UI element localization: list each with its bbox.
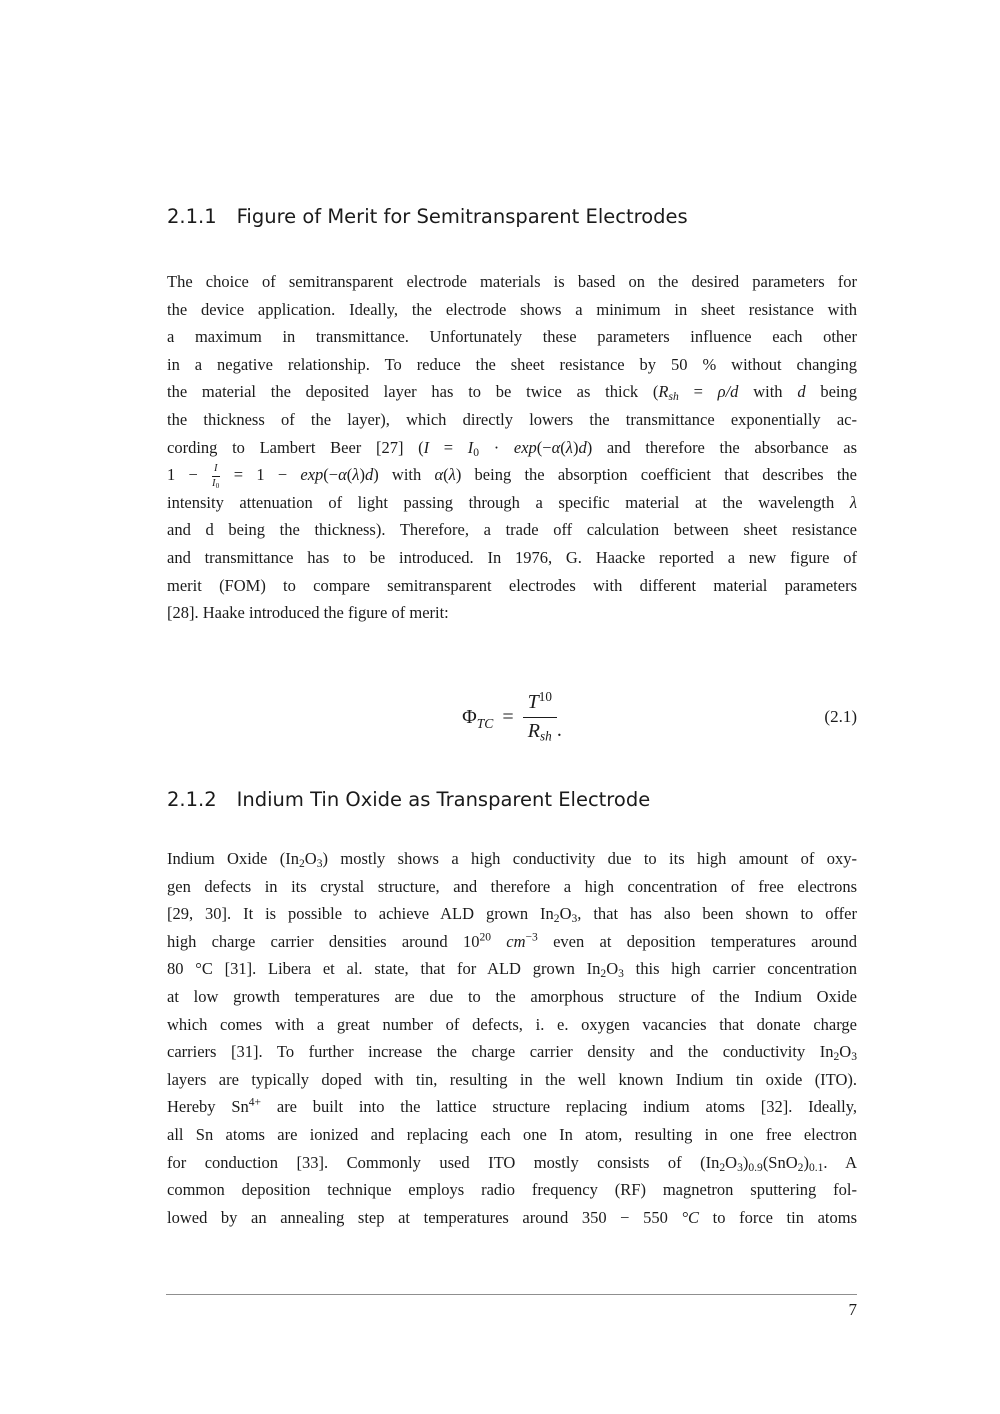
text-line: 80 °C [31]. Libera et al. state, that for ALD grown $In_2O_3$ this high carrier concentration bbox=[167, 959, 857, 981]
text-line: the thickness of the layer), which directly lowers the transmittance exponentially ac- bbox=[167, 409, 857, 429]
text-line: layers are typically doped with tin, resulting in the well known Indium tin oxide (ITO). bbox=[167, 1069, 857, 1089]
text-line: which comes with a great number of defects, i. e. oxygen vacancies that donate charge bbox=[167, 1014, 857, 1034]
text-line: common deposition technique employs radio frequency (RF) magnetron sputtering fol- bbox=[167, 1180, 857, 1200]
section-heading-2-1-1 bbox=[167, 205, 867, 228]
section-title: Figure of Merit for Semitransparent Electrodes bbox=[236, 205, 688, 228]
section-number: 2.1.2 bbox=[167, 788, 217, 811]
paragraph-figure-of-merit bbox=[167, 268, 857, 627]
text-line: in a negative relationship. To reduce the sheet resistance by 50 % without changing bbox=[167, 354, 857, 374]
equation-fraction bbox=[523, 688, 557, 744]
text-line: the device application. Ideally, the electrode shows a minimum in sheet resistance with bbox=[167, 299, 857, 319]
section-number: 2.1.1 bbox=[167, 205, 217, 228]
text-line: [28]. Haake introduced the figure of merit: bbox=[167, 603, 449, 623]
footer-rule bbox=[166, 1294, 857, 1295]
text-line: The choice of semitransparent electrode materials is based on the desired parameters for bbox=[167, 272, 857, 291]
phi-symbol: Φ bbox=[462, 705, 477, 728]
text-line: [29, 30]. It is possible to achieve ALD grown $In_2O_3$, that has also been shown to offer bbox=[167, 904, 857, 926]
phi-subscript: TC bbox=[476, 715, 494, 731]
equals-sign: = bbox=[502, 705, 514, 728]
section-title: Indium Tin Oxide as Transparent Electrode bbox=[236, 788, 651, 811]
page-number: 7 bbox=[848, 1300, 857, 1319]
equation-lhs bbox=[462, 706, 493, 729]
text-line: for conduction [33]. Commonly used ITO mostly consists of $(In_2O_3)_{0.9}(SnO_2)_{0.1}$. A bbox=[167, 1152, 857, 1174]
paragraph-indium-tin-oxide bbox=[167, 845, 857, 1231]
equation-2-1 bbox=[167, 684, 857, 750]
text-line: high charge carrier densities around $10^{20}$ $cm^{-3}$ even at deposition temperatures around bbox=[167, 931, 858, 951]
text-line: carriers [31]. To further increase the charge carrier density and the conductivity $In_2O_3$ bbox=[167, 1042, 857, 1064]
text-line: all Sn atoms are ionized and replacing each one In atom, resulting in one free electron bbox=[167, 1124, 857, 1144]
text-line: cording to Lambert Beer [27] ($I = I_0 \cdot \exp(-\alpha(\lambda)d)$ and therefore the absorbance as bbox=[167, 437, 858, 459]
text-line: and transmittance has to be introduced. In 1976, G. Haacke reported a new figure of bbox=[167, 547, 857, 567]
fraction-numerator: $T^{10}$ bbox=[523, 691, 557, 718]
text-line: a maximum in transmittance. Unfortunately these parameters influence each other bbox=[167, 327, 857, 347]
text-line: the material the deposited layer has to be twice as thick ($R_{sh} = \rho/d$ with d being bbox=[167, 382, 857, 404]
section-heading-2-1-2 bbox=[167, 788, 867, 811]
equation-number: (2.1) bbox=[824, 707, 857, 726]
text-line: 1 − $\frac{I}{I_0}$ = 1 − exp(−α(λ)d) with α(λ) being the absorption coefficient that describes the bbox=[167, 463, 857, 490]
text-line: at low growth temperatures are due to the amorphous structure of the Indium Oxide bbox=[167, 986, 857, 1006]
text-line: merit (FOM) to compare semitransparent electrodes with different material parameters bbox=[167, 575, 857, 595]
text-line: intensity attenuation of light passing through a specific material at the wavelength λ bbox=[167, 492, 857, 512]
text-line: Indium Oxide $(In_2O_3)$ mostly shows a high conductivity due to its high amount of oxy- bbox=[167, 849, 857, 870]
fraction-denominator: $R_{sh}$ bbox=[527, 720, 552, 744]
text-line: and d being the thickness). Therefore, a trade off calculation between sheet resistance bbox=[167, 520, 857, 540]
text-line: gen defects in its crystal structure, and therefore a high concentration of free electrons bbox=[167, 876, 857, 896]
text-line: Hereby $Sn^{4+}$ are built into the lattice structure replacing indium atoms [32]. Ideally, bbox=[167, 1097, 858, 1117]
equation-period: . bbox=[556, 719, 562, 741]
text-line: lowed by an annealing step at temperatures around 350 − 550 °C to force tin atoms bbox=[167, 1207, 857, 1227]
